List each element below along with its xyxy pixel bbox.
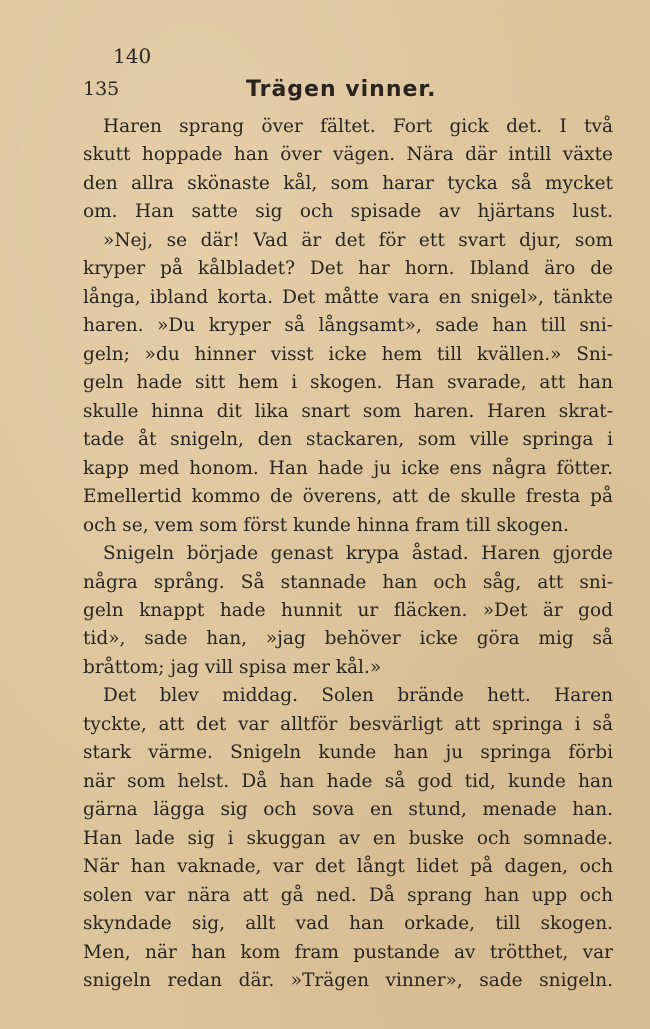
text-line: den allra skönaste kål, som harar tycka så mycket	[83, 172, 613, 194]
text-line: skyndade sig, allt vad han orkade, till skogen.	[83, 913, 613, 935]
story-body	[83, 113, 613, 996]
text-line: skulle hinna dit lika snart som haren. Haren skrat-	[83, 400, 613, 422]
text-line: Snigeln började genast krypa åstad. Haren gjorde	[103, 543, 613, 565]
text-line: Det blev middag. Solen brände hett. Haren	[103, 685, 613, 707]
story-header	[83, 76, 613, 110]
text-line: stark värme. Snigeln kunde han ju springa förbi	[83, 742, 613, 764]
text-line: gärna lägga sig och sova en stund, menade han.	[83, 799, 613, 821]
text-line: »Nej, se där! Vad är det för ett svart djur, som	[103, 229, 613, 251]
text-line: snigeln redan där. »Trägen vinner», sade snigeln.	[83, 970, 613, 992]
text-line: kapp med honom. Han hade ju icke ens några fötter.	[83, 457, 613, 479]
story-number: 135	[83, 78, 120, 100]
text-line: Haren sprang över fältet. Fort gick det. I två	[103, 116, 613, 137]
text-line: Han lade sig i skuggan av en buske och somnade.	[83, 827, 613, 849]
text-line: bråttom; jag vill spisa mer kål.»	[83, 656, 382, 678]
text-line: om. Han satte sig och spisade av hjärtans lust.	[83, 201, 613, 223]
text-line: solen var nära att gå ned. Då sprang han upp och	[83, 884, 613, 906]
text-line: några språng. Så stannade han och såg, att sni-	[83, 571, 613, 593]
text-line: haren. »Du kryper så långsamt», sade han till sni-	[83, 315, 613, 337]
page-number: 140	[113, 44, 152, 68]
text-line: långa, ibland korta. Det måtte vara en snigel», tänkte	[83, 286, 613, 308]
text-line: Men, när han kom fram pustande av trötthet, var	[83, 941, 613, 963]
text-line: tyckte, att det var alltför besvärligt att springa i så	[83, 713, 613, 735]
text-line: tid», sade han, »jag behöver icke göra mig så	[83, 628, 613, 650]
text-line: och se, vem som först kunde hinna fram till skogen.	[83, 514, 569, 536]
text-line: kryper på kålbladet? Det har horn. Ibland äro de	[83, 258, 613, 280]
text-line: tade åt snigeln, den stackaren, som ville springa i	[83, 429, 613, 451]
text-line: Emellertid kommo de överens, att de skulle fresta på	[83, 486, 613, 508]
story-title: Trägen vinner.	[246, 77, 437, 102]
text-line: när som helst. Då han hade så god tid, kunde han	[83, 770, 613, 792]
text-line: geln hade sitt hem i skogen. Han svarade, att han	[83, 372, 613, 394]
text-line: geln knappt hade hunnit ur fläcken. »Det är god	[83, 599, 613, 621]
text-line: skutt hoppade han över vägen. Nära där intill växte	[83, 144, 613, 166]
text-line: När han vaknade, var det långt lidet på dagen, och	[83, 856, 613, 878]
text-line: geln; »du hinner visst icke hem till kvällen.» Sni-	[83, 343, 613, 365]
